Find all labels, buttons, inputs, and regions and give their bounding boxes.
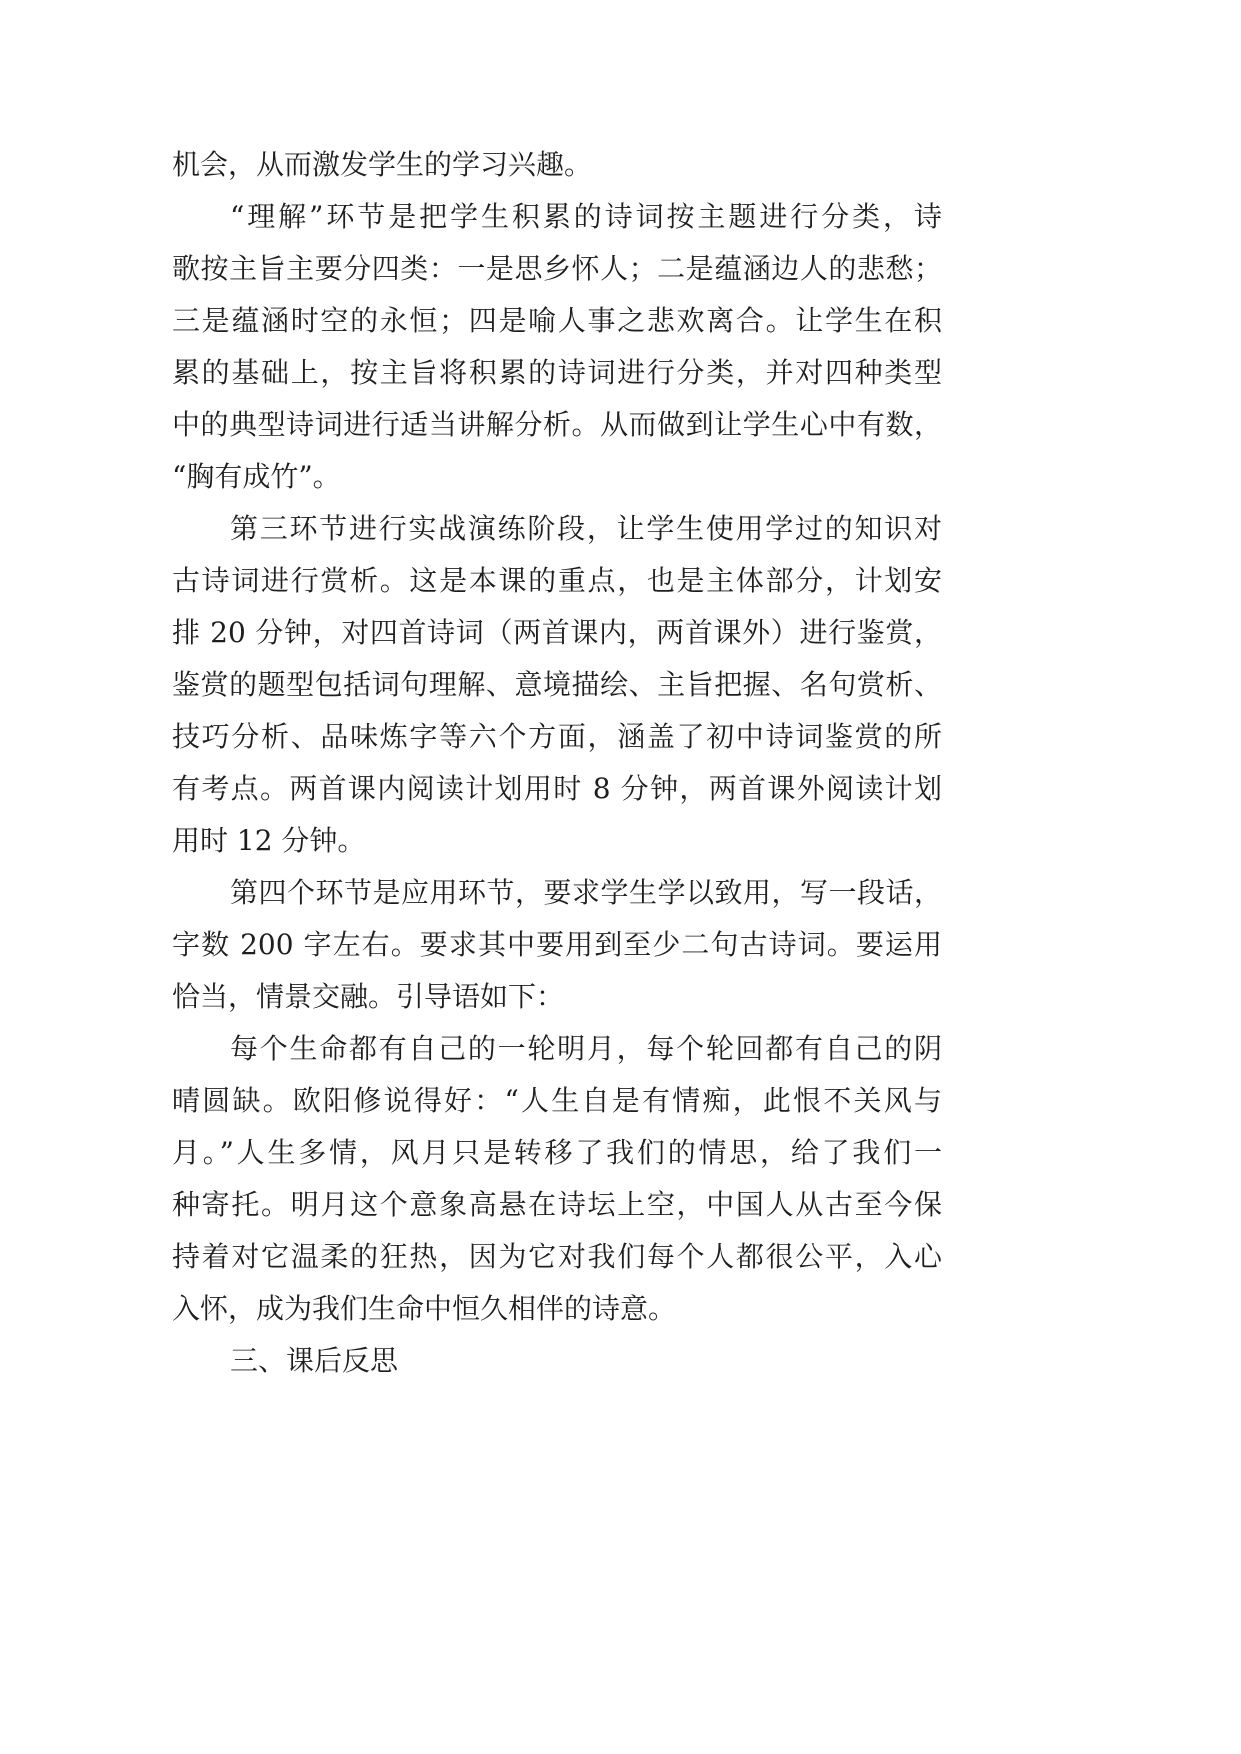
text-line: 月。”人生多情，风月只是转移了我们的情思，给了我们一: [172, 1136, 942, 1169]
text-line: 字数 200 字左右。要求其中要用到至少二句古诗词。要运用: [172, 928, 942, 961]
text-line: 古诗词进行赏析。这是本课的重点，也是主体部分，计划安: [172, 564, 942, 597]
text-line: 累的基础上，按主旨将积累的诗词进行分类，并对四种类型: [172, 356, 942, 389]
text-line: 排 20 分钟，对四首诗词（两首课内，两首课外）进行鉴赏，: [172, 616, 942, 649]
text-line: 晴圆缺。欧阳修说得好：“人生自是有情痴，此恨不关风与: [172, 1084, 942, 1117]
document-body: [172, 139, 942, 1387]
text-line: 三是蕴涵时空的永恒；四是喻人事之悲欢离合。让学生在积: [172, 304, 942, 337]
text-line: 种寄托。明月这个意象高悬在诗坛上空，中国人从古至今保: [172, 1188, 942, 1221]
text-line: 歌按主旨主要分四类：一是思乡怀人；二是蕴涵边人的悲愁；: [172, 252, 942, 285]
text-line: 入怀，成为我们生命中恒久相伴的诗意。: [172, 1292, 677, 1325]
text-line: 中的典型诗词进行适当讲解分析。从而做到让学生心中有数，: [172, 408, 942, 441]
paragraph-first-line: 每个生命都有自己的一轮明月，每个轮回都有自己的阴: [230, 1032, 942, 1065]
text-line: 机会，从而激发学生的学习兴趣。: [172, 148, 593, 181]
paragraph-first-line: 第四个环节是应用环节，要求学生学以致用，写一段话，: [230, 876, 942, 909]
text-line: 有考点。两首课内阅读计划用时 8 分钟，两首课外阅读计划: [172, 772, 942, 805]
paragraph-first-line: “理解”环节是把学生积累的诗词按主题进行分类，诗: [230, 200, 942, 233]
text-line: 恰当，情景交融。引导语如下：: [172, 980, 565, 1013]
text-line: 持着对它温柔的狂热，因为它对我们每个人都很公平，入心: [172, 1240, 942, 1273]
section-heading: 三、课后反思: [230, 1344, 399, 1377]
text-line: “胸有成竹”。: [172, 460, 341, 493]
text-line: 用时 12 分钟。: [172, 824, 366, 857]
paragraph-first-line: 第三环节进行实战演练阶段，让学生使用学过的知识对: [230, 512, 942, 545]
text-line: 鉴赏的题型包括词句理解、意境描绘、主旨把握、名句赏析、: [172, 668, 942, 701]
text-line: 技巧分析、品味炼字等六个方面，涵盖了初中诗词鉴赏的所: [172, 720, 942, 753]
